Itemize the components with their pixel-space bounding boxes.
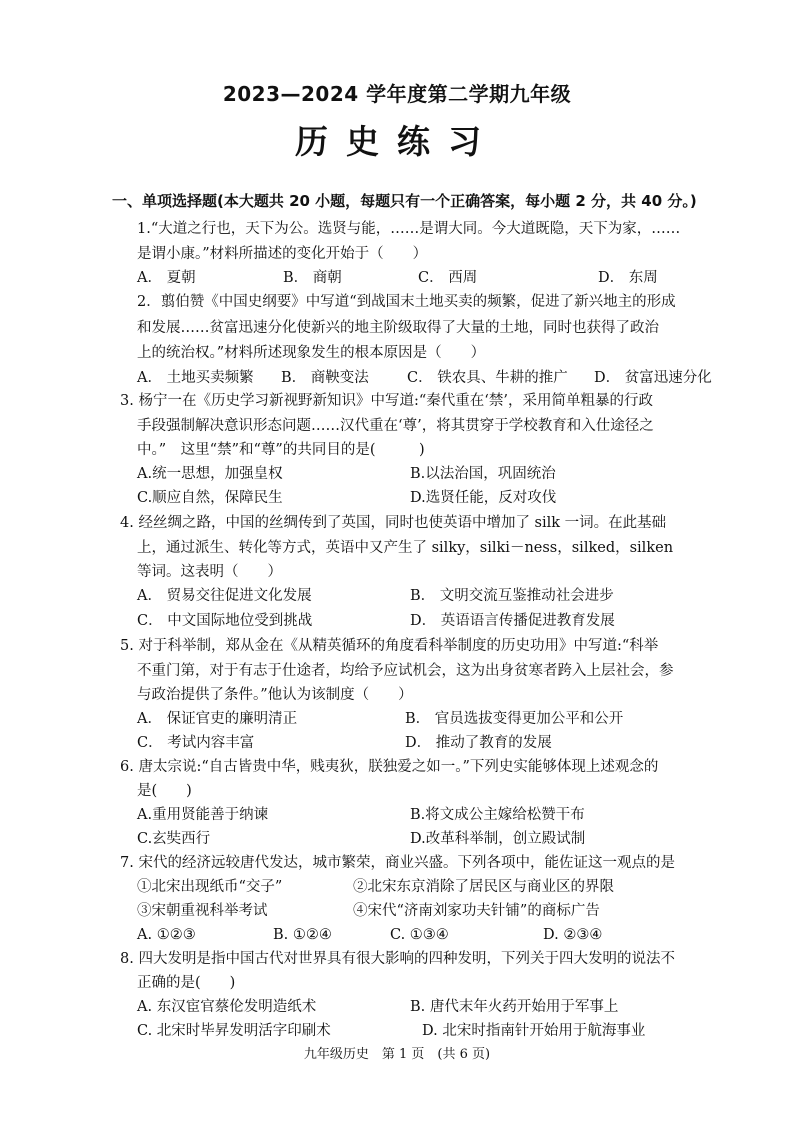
question-7-option-d: D. ②③④ [543, 927, 603, 943]
question-5-option-b: B． 官员选拔变得更加公平和公开 [405, 711, 624, 727]
question-7-line-1: 7. 宋代的经济远较唐代发达，城市繁荣，商业兴盛。下列各项中，能佐证这一观点的是 [120, 855, 675, 871]
question-1-option-a: A． 夏朝 [137, 270, 196, 286]
question-3-option-a: A.统一思想，加强皇权 [137, 466, 283, 482]
question-8-line-2: 正确的是( ) [137, 975, 236, 991]
question-2-line-3: 上的统治权。”材料所述现象发生的根本原因是（ ） [137, 345, 486, 361]
section-heading: 一、单项选择题(本大题共 20 小题，每题只有一个正确答案，每小题 2 分，共 40 分。) [112, 192, 697, 210]
question-3-option-c: C.顺应自然，保障民生 [137, 490, 283, 506]
question-8-option-b: B. 唐代末年火药开始用于军事上 [410, 999, 619, 1015]
question-2-option-b: B． 商鞅变法 [281, 370, 369, 386]
question-6-option-b: B.将文成公主嫁给松赞干布 [410, 807, 585, 823]
question-4-option-c: C． 中文国际地位受到挑战 [137, 613, 313, 629]
question-6-option-c: C.玄奘西行 [137, 831, 211, 847]
question-5-option-c: C． 考试内容丰富 [137, 735, 255, 751]
question-5-line-3: 与政治提供了条件。”他认为该制度（ ） [137, 687, 413, 703]
question-2-option-c: C． 铁农具、牛耕的推广 [407, 370, 568, 386]
question-6-option-a: A.重用贤能善于纳谏 [137, 807, 269, 823]
question-7-statement-4: ④宋代“济南刘家功夫针铺”的商标广告 [353, 903, 600, 919]
question-4-option-a: A． 贸易交往促进文化发展 [137, 588, 312, 604]
question-7-option-b: B. ①②④ [273, 927, 332, 943]
exam-title-year: 2023—2024 学年度第二学期九年级 [222, 82, 572, 106]
question-7-option-a: A. ①②③ [137, 927, 196, 943]
question-7-statement-3: ③宋朝重视科举考试 [137, 903, 268, 919]
question-2-option-a: A． 土地买卖频繁 [137, 370, 254, 386]
question-1-line-2: 是谓小康。”材料所描述的变化开始于（ ） [137, 246, 428, 262]
page-footer: 九年级历史 第 1 页 (共 6 页) [303, 1047, 491, 1062]
question-1-line-1: 1.“大道之行也，天下为公。选贤与能，……是谓大同。今大道既隐，天下为家，…… [137, 221, 681, 237]
question-4-line-1: 4. 经丝绸之路，中国的丝绸传到了英国，同时也使英语中增加了 silk 一词。在此基础 [120, 515, 667, 531]
question-4-line-3: 等词。这表明（ ） [137, 564, 282, 580]
question-7-option-c: C. ①③④ [390, 927, 449, 943]
question-8-option-c: C. 北宋时毕昇发明活字印刷术 [137, 1023, 331, 1039]
question-6-line-1: 6. 唐太宗说:“自古皆贵中华，贱夷狄，朕独爱之如一。”下列史实能够体现上述观念的 [120, 759, 659, 775]
question-7-statement-2: ②北宋东京消除了居民区与商业区的界限 [353, 879, 614, 895]
question-8-line-1: 8. 四大发明是指中国古代对世界具有很大影响的四种发明，下列关于四大发明的说法不 [120, 951, 675, 967]
question-7-statement-1: ①北宋出现纸币“交子” [137, 879, 283, 895]
question-1-option-c: C． 西周 [418, 270, 478, 286]
question-1-option-b: B． 商朝 [283, 270, 342, 286]
question-3-option-d: D.选贤任能，反对攻伐 [410, 490, 557, 506]
question-5-line-2: 不重门第，对于有志于仕途者，均给予应试机会，这为出身贫寒者跨入上层社会，参 [137, 663, 674, 679]
question-5-option-d: D． 推动了教育的发展 [405, 735, 552, 751]
question-4-option-d: D． 英语语言传播促进教育发展 [410, 613, 615, 629]
question-8-option-d: D. 北宋时指南针开始用于航海事业 [422, 1023, 646, 1039]
question-3-line-1: 3. 杨宁一在《历史学习新视野新知识》中写道:“秦代重在‘禁’，采用简单粗暴的行政 [120, 393, 653, 409]
question-3-option-b: B.以法治国，巩固统治 [410, 466, 556, 482]
question-6-option-d: D.改革科举制，创立殿试制 [410, 831, 586, 847]
question-4-line-2: 上，通过派生、转化等方式，英语中又产生了 silky，silki－ness，silked，silken [137, 540, 674, 556]
question-5-option-a: A． 保证官吏的廉明清正 [137, 711, 298, 727]
exam-title-subject: 历史练习 [295, 122, 499, 161]
question-3-line-3: 中。” 这里“禁”和“尊”的共同目的是( ) [137, 442, 425, 458]
question-2-line-1: 2．翦伯赞《中国史纲要》中写道“到战国末土地买卖的频繁，促进了新兴地主的形成 [137, 294, 676, 310]
question-6-line-2: 是( ) [137, 783, 192, 799]
question-5-line-1: 5. 对于科举制，郑从金在《从精英循环的角度看科举制度的历史功用》中写道:“科举 [120, 638, 659, 654]
question-4-option-b: B． 文明交流互鉴推动社会进步 [410, 588, 614, 604]
question-2-option-d: D． 贫富迅速分化 [594, 370, 712, 386]
question-3-line-2: 手段强制解决意识形态问题……汉代重在‘尊’，将其贯穿于学校教育和入仕途径之 [137, 418, 654, 434]
question-2-line-2: 和发展……贫富迅速分化使新兴的地主阶级取得了大量的土地，同时也获得了政治 [137, 320, 659, 336]
question-1-option-d: D． 东周 [598, 270, 658, 286]
question-8-option-a: A. 东汉宦官蔡伦发明造纸术 [137, 999, 317, 1015]
